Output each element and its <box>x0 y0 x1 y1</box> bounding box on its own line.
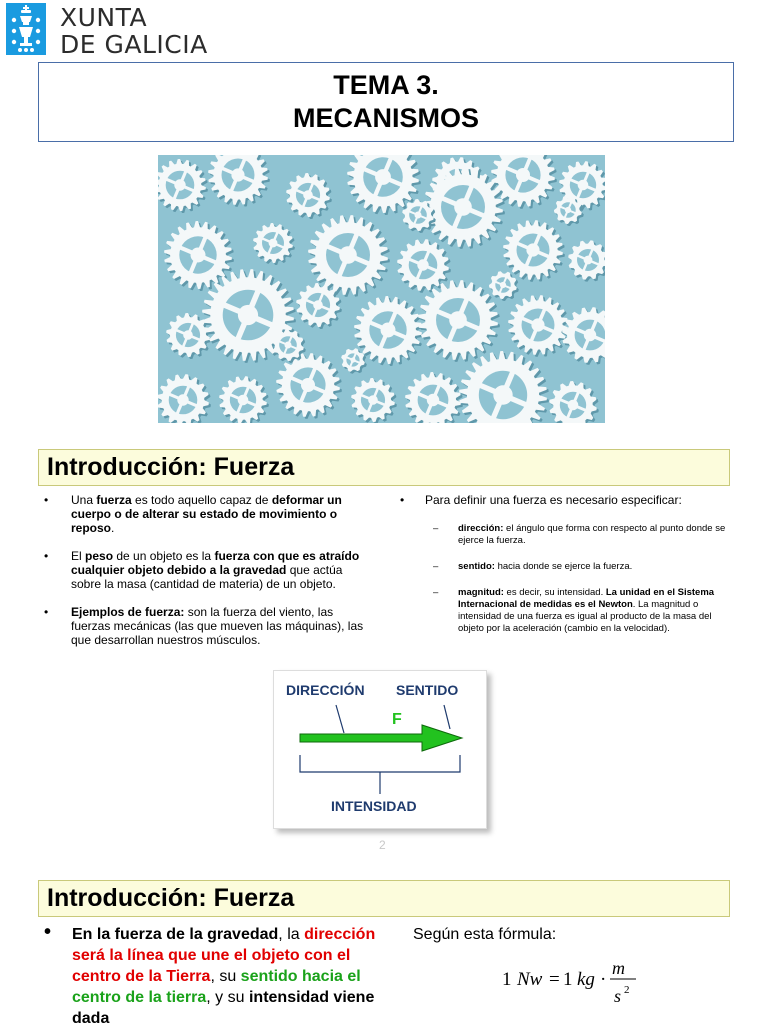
formula-label: Según esta fórmula: <box>413 926 557 943</box>
section-heading-1: Introducción: Fuerza <box>38 449 730 486</box>
force-definitions-list <box>44 493 370 661</box>
force-vector-diagram <box>273 670 487 829</box>
text-run: dirección: <box>458 523 504 534</box>
text-run: deformar un cuerpo o de alterar su estado de movimiento o reposo <box>71 493 342 535</box>
page-number: 2 <box>379 838 386 852</box>
text-run: El <box>71 549 86 563</box>
text-run: el ángulo que forma con respecto al punto donde se ejerce la fuerza. <box>458 523 726 546</box>
xunta-logo-icon <box>6 3 46 55</box>
text-run: En la fuerza de la gravedad <box>72 926 279 943</box>
newton-formula <box>500 957 650 1017</box>
formula-rhs-num: 1 <box>563 969 573 990</box>
title-box <box>38 62 734 142</box>
text-run: dirección será la línea que une el objeto con el centro de la Tierra <box>72 926 376 985</box>
property-item-1 <box>400 523 730 547</box>
text-run: , la <box>278 926 305 943</box>
text-run: sentido: <box>458 561 495 572</box>
section-heading-2: Introducción: Fuerza <box>38 880 730 917</box>
definition-item-1 <box>44 493 370 535</box>
properties-lead: • Para definir una fuerza es necesario especificar: <box>400 493 730 507</box>
text-run: Ejemplos de fuerza: <box>71 605 185 619</box>
gravity-text <box>44 921 384 1029</box>
text-run: que actúa sobre la masa (cantidad de materia) de un objeto. <box>71 563 343 591</box>
org-line2: DE GALICIA <box>60 30 208 59</box>
text-run: magnitud: <box>458 587 504 598</box>
gears-icon <box>158 155 605 423</box>
sense-pointer <box>444 705 450 729</box>
formula-dot: · <box>600 969 607 990</box>
definition-item-2 <box>44 549 370 591</box>
title-line2: MECANISMOS <box>292 103 479 133</box>
formula-rhs-unit: kg <box>577 969 595 990</box>
formula-lhs-unit: Nw <box>517 969 543 990</box>
definition-item-3 <box>44 605 370 647</box>
text-run: , y su <box>206 989 249 1006</box>
text-run: fuerza con que es atraído cualquier objeto debido a la gravedad <box>71 549 360 577</box>
text-run: sentido hacia el centro de la tierra <box>72 968 361 1006</box>
text-run: peso <box>85 549 114 563</box>
formula-frac-den: s <box>614 986 622 1006</box>
organization-name <box>60 4 208 58</box>
text-run: La unidad en el Sistema Internacional de medidas es el Newton <box>458 587 715 610</box>
org-line1: XUNTA <box>60 3 148 32</box>
text-run: fuerza <box>96 493 132 507</box>
text-run: es decir, su intensidad. <box>503 587 606 598</box>
text-run: de un objeto es la <box>113 549 215 563</box>
text-run: son la fuerza del viento, las fuerzas mecánicas (las que mueven las máquinas), las que desarrollan nuestros músculos. <box>71 605 364 647</box>
bullet-marker: • <box>44 921 52 943</box>
text-run: . <box>111 521 115 535</box>
property-item-2 <box>400 561 730 573</box>
vector-diagram-svg <box>274 671 486 828</box>
label-sense: SENTIDO <box>396 682 459 698</box>
direction-pointer <box>336 705 344 733</box>
formula-frac-num: m <box>612 958 625 978</box>
label-intensity: INTENSIDAD <box>331 798 417 814</box>
formula-exponent: 2 <box>624 984 630 996</box>
text-run: Una <box>71 493 97 507</box>
force-properties-list <box>400 493 730 649</box>
force-arrow <box>300 725 462 751</box>
text-run: intensidad viene dada <box>72 989 375 1027</box>
formula-lhs-num: 1 <box>502 969 512 990</box>
gravity-paragraph <box>44 921 384 1029</box>
intensity-bracket <box>300 755 460 772</box>
formula-equals: = <box>549 969 560 990</box>
gears-illustration <box>158 155 605 423</box>
text-run: es todo aquello capaz de <box>131 493 272 507</box>
property-item-3 <box>400 587 730 635</box>
label-direction: DIRECCIÓN <box>286 682 365 698</box>
text-run: . La magnitud o intensidad de una fuerza es igual al producto de la masa del objeto por la aceleración (cambio en la velocidad). <box>458 599 712 634</box>
text-run: hacia donde se ejerce la fuerza. <box>494 561 633 572</box>
label-force: F <box>392 711 402 728</box>
title-line1: TEMA 3. <box>333 70 439 100</box>
text-run: , su <box>210 968 241 985</box>
